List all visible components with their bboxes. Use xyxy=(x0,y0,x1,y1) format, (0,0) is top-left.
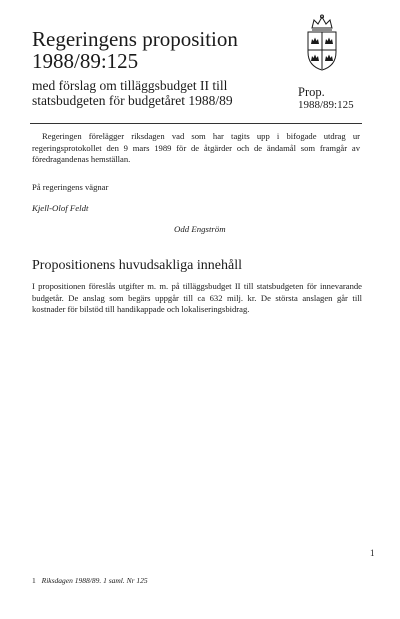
intro-paragraph: Regeringen förelägger riksdagen vad som har tagits upp i bifogade utdrag ur regeringsprotokollet den 9 mars 1989 för de åtgärder och de ändamål som framgår av föredragandenas hemställan. xyxy=(32,131,360,164)
footnote xyxy=(32,576,148,585)
header-divider xyxy=(30,123,362,124)
footnote-text: Riksdagen 1988/89. 1 saml. Nr 125 xyxy=(41,576,148,585)
subtitle-line-2: statsbudgeten för budgetåret 1988/89 xyxy=(32,93,233,108)
page-number: 1 xyxy=(370,548,375,558)
on-behalf-line: På regeringens vägnar xyxy=(32,182,109,192)
title-line-1: Regeringens proposition xyxy=(32,27,238,51)
subtitle-line-1: med förslag om tilläggsbudget II till xyxy=(32,78,228,93)
prop-label: Prop. xyxy=(298,85,325,99)
summary-heading: Propositionens huvudsakliga innehåll xyxy=(32,258,242,273)
title-line-2: 1988/89:125 xyxy=(32,49,139,73)
signature-engstrom: Odd Engström xyxy=(174,224,226,234)
footnote-number: 1 xyxy=(32,576,36,585)
document-title xyxy=(32,28,238,72)
swedish-crest-icon xyxy=(302,14,342,72)
prop-number: 1988/89:125 xyxy=(298,99,354,111)
proposition-reference xyxy=(298,86,354,111)
summary-paragraph: I propositionen föreslås utgifter m. m. på tilläggsbudget II till statsbudgeten för innevarande budgetår. De anslag som begärs uppgår till ca 632 milj. kr. De största anslagen går till kostnader för bilstöd till handikappade och lokaliseringsbidrag. xyxy=(32,281,362,314)
document-subtitle xyxy=(32,78,282,108)
signature-feldt: Kjell-Olof Feldt xyxy=(32,203,89,213)
